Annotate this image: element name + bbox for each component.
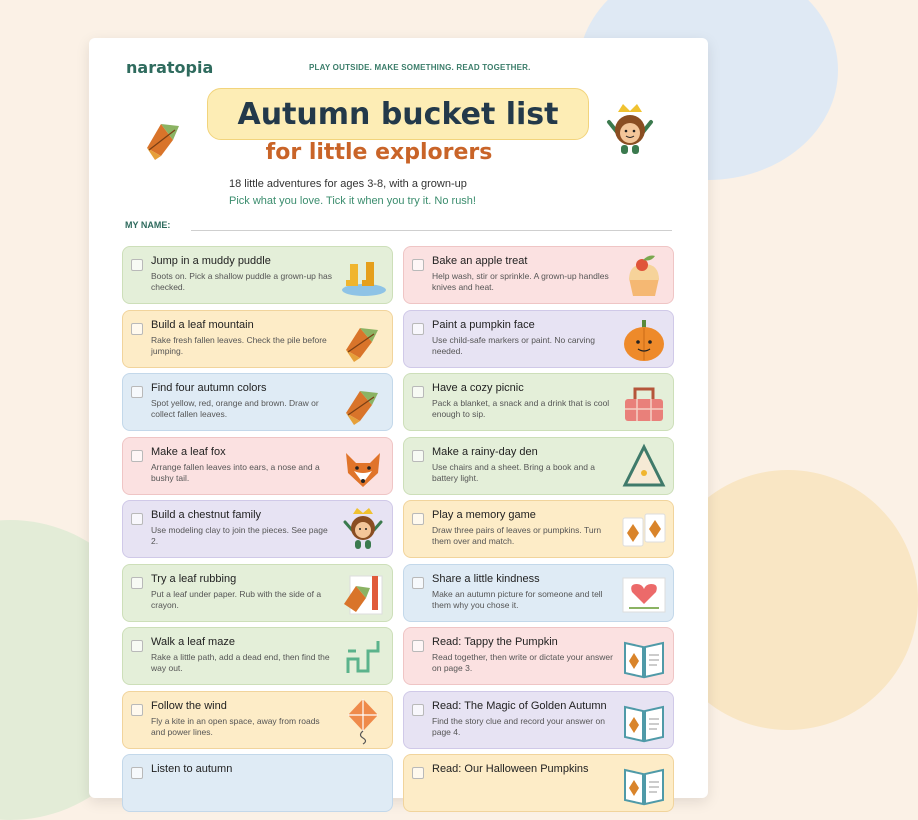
tagline: PLAY OUTSIDE. MAKE SOMETHING. READ TOGETHER. (309, 63, 531, 72)
item-checkbox[interactable] (412, 640, 424, 652)
item-checkbox[interactable] (131, 386, 143, 398)
item-checkbox[interactable] (412, 323, 424, 335)
item-description: Use modeling clay to join the pieces. See page 2. (151, 525, 328, 546)
item-description: Find the story clue and record your answer on page 4. (432, 715, 605, 737)
name-label: MY NAME: (125, 220, 171, 230)
item-description: Use chairs and a sheet. Bring a book and a battery light. (432, 461, 596, 483)
bucket-item[interactable] (403, 754, 674, 812)
item-checkbox[interactable] (131, 767, 143, 779)
item-title: Follow the wind (151, 699, 227, 712)
bucket-item[interactable] (122, 691, 393, 749)
item-checkbox[interactable] (131, 513, 143, 525)
item-description: Rake a little path, add a dead end, then find the way out. (151, 652, 330, 673)
bucket-item[interactable] (122, 246, 393, 304)
item-description: Boots on. Pick a shallow puddle a grown-up has checked. (151, 271, 332, 292)
item-checkbox[interactable] (412, 259, 424, 271)
item-title: Build a chestnut family (151, 509, 262, 521)
bucket-item[interactable] (122, 310, 393, 368)
item-checkbox[interactable] (131, 259, 143, 271)
bucket-item[interactable] (122, 437, 393, 495)
pumpkin-icon (621, 316, 667, 364)
item-description: Put a leaf under paper. Rub with the side of a crayon. (151, 588, 322, 610)
item-checkbox[interactable] (131, 640, 143, 652)
bucket-item[interactable] (403, 627, 674, 685)
bucket-item[interactable] (403, 437, 674, 495)
page-title: Autumn bucket list (207, 88, 589, 140)
item-description: Read together, then write or dictate your answer on page 3. (432, 652, 613, 673)
bucket-item[interactable] (403, 691, 674, 749)
bucket-item[interactable] (122, 500, 393, 558)
heart-card-icon (621, 570, 667, 618)
worksheet (89, 38, 708, 798)
name-write-line[interactable] (191, 230, 672, 231)
hint-text: Pick what you love. Tick it when you try it. No rush! (229, 195, 476, 207)
item-checkbox[interactable] (412, 767, 424, 779)
kite-icon (340, 697, 386, 745)
item-title: Listen to autumn (151, 763, 233, 775)
chestnut-icon (340, 506, 386, 554)
bucket-item[interactable] (403, 246, 674, 304)
leaf-icon (340, 316, 386, 364)
item-description: Fly a kite in an open space, away from roads and power lines. (151, 715, 320, 737)
bucket-item[interactable] (122, 564, 393, 622)
item-description: Make an autumn picture for someone and tell them why you chose it. (432, 588, 603, 610)
item-title: Find four autumn colors (151, 382, 267, 394)
brand-logo: naratopia (126, 58, 214, 77)
book-icon (621, 633, 667, 681)
bucket-item[interactable] (403, 500, 674, 558)
leaf-icon (340, 379, 386, 427)
item-title: Read: The Magic of Golden Autumn (432, 699, 607, 712)
cards-icon (621, 506, 667, 554)
bucket-item[interactable] (403, 564, 674, 622)
tent-icon (621, 443, 667, 491)
book-icon (621, 697, 667, 745)
item-checkbox[interactable] (412, 577, 424, 589)
item-description: Help wash, stir or sprinkle. A grown-up handles knives and heat. (432, 271, 609, 292)
item-title: Build a leaf mountain (151, 318, 254, 331)
item-checkbox[interactable] (412, 513, 424, 525)
item-title: Walk a leaf maze (151, 636, 235, 648)
book-icon (621, 760, 667, 808)
item-title: Try a leaf rubbing (151, 572, 237, 585)
item-title: Read: Our Halloween Pumpkins (432, 763, 589, 775)
item-checkbox[interactable] (412, 704, 424, 716)
item-title: Paint a pumpkin face (432, 318, 535, 331)
item-title: Jump in a muddy puddle (151, 255, 271, 267)
fox-icon (340, 443, 386, 491)
item-checkbox[interactable] (131, 704, 143, 716)
leaf-rubbing-icon (340, 570, 386, 618)
bucket-item[interactable] (403, 373, 674, 431)
basket-icon (621, 379, 667, 427)
item-checkbox[interactable] (412, 386, 424, 398)
item-title: Make a rainy-day den (432, 445, 538, 458)
maze-icon (340, 633, 386, 681)
item-description: Pack a blanket, a snack and a drink that is cool enough to sip. (432, 398, 610, 419)
bucket-item[interactable] (122, 627, 393, 685)
intro-text: 18 little adventures for ages 3-8, with a grown-up (229, 178, 467, 190)
item-description: Rake fresh fallen leaves. Check the pile before jumping. (151, 334, 327, 356)
item-title: Share a little kindness (432, 572, 540, 585)
item-title: Make a leaf fox (151, 445, 226, 458)
bucket-item[interactable] (403, 310, 674, 368)
item-description: Draw three pairs of leaves or pumpkins. Turn them over and match. (432, 525, 602, 546)
item-checkbox[interactable] (131, 323, 143, 335)
bucket-item[interactable] (122, 373, 393, 431)
chestnut-character-icon (599, 102, 661, 164)
item-checkbox[interactable] (412, 450, 424, 462)
bucket-item[interactable] (122, 754, 393, 812)
cupcake-icon (621, 252, 667, 300)
boots-icon (340, 252, 386, 300)
item-description: Spot yellow, red, orange and brown. Draw or collect fallen leaves. (151, 398, 319, 419)
item-checkbox[interactable] (131, 577, 143, 589)
item-title: Read: Tappy the Pumpkin (432, 636, 558, 648)
item-checkbox[interactable] (131, 450, 143, 462)
item-title: Bake an apple treat (432, 255, 528, 267)
item-description: Use child-safe markers or paint. No carving needed. (432, 334, 595, 356)
item-description: Arrange fallen leaves into ears, a nose and a bushy tail. (151, 461, 320, 483)
item-title: Play a memory game (432, 509, 536, 521)
item-title: Have a cozy picnic (432, 382, 524, 394)
page-subtitle: for little explorers (265, 140, 493, 165)
